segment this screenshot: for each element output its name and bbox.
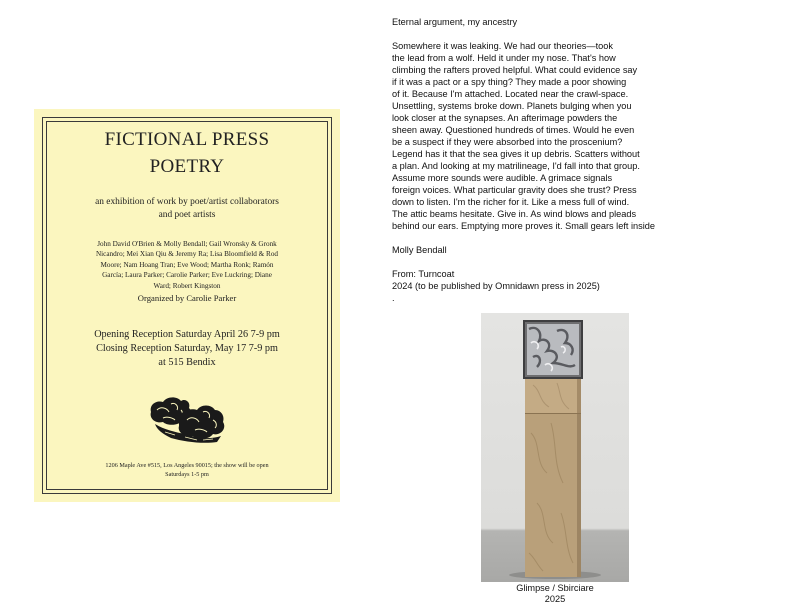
poem-line: be a suspect if they were absorbed into the proscenium?: [392, 137, 623, 147]
poem-line: of it. Because I'm attached. Located near the crawl-space.: [392, 89, 629, 99]
poem-line: the lead from a wolf. Held it under my nose. That's how: [392, 53, 616, 63]
address-line: Saturdays 1-5 pm: [165, 471, 209, 478]
poem-line: Somewhere it was leaking. We had our theories—took: [392, 41, 613, 51]
poster-subtitle: [46, 196, 328, 222]
artist-line: Nicandro; Mei Xian Qiu & Jeremy Ra; Lisa Bloomfield & Rod: [95, 250, 279, 259]
poster-organizer: Organized by Carolie Parker: [137, 293, 237, 304]
poem-line: Legend has it that the sea gives it up debris. Scatters without: [392, 149, 640, 159]
artist-line: García; Laura Parker; Carolie Parker; Eve Luckring; Diane: [102, 271, 272, 280]
poster-title-line: POETRY: [149, 156, 225, 177]
poem: [392, 16, 782, 304]
artist-line: Moore; Nam Hoang Tran; Eve Wood; Martha Ronk; Ramón: [100, 260, 274, 269]
exhibition-poster: [34, 109, 340, 502]
poster-subtitle-line: and poet artists: [158, 210, 216, 220]
artist-line: Ward; Robert Kingston: [153, 281, 221, 290]
sculpture-photo: [481, 313, 629, 582]
poem-body: [392, 40, 782, 232]
poem-line: if it was a pact or a spy thing? They made a poor showing: [392, 77, 627, 87]
poster-title: [46, 126, 328, 180]
poem-author: Molly Bendall: [392, 245, 447, 255]
artwork-caption: [481, 583, 629, 605]
source-book: From: Turncoat: [392, 269, 455, 279]
poem-line: Unsettling, systems broke down. Planets bulging when you: [392, 101, 632, 111]
poem-line: climbing the rafters proved helpful. What could evidence say: [392, 65, 638, 75]
trailing-dot: .: [392, 293, 395, 303]
address-line: 1206 Maple Ave #515, Los Angeles 90015; the show will be open: [105, 462, 269, 469]
poster-address: [46, 461, 328, 479]
poster-content: [46, 109, 328, 502]
poem-line: foreign voices. What particular gravity does she trust? Press: [392, 185, 637, 195]
poem-line: down to listen. I'm the richer for it. Like a mess full of wind.: [392, 197, 630, 207]
poem-line: behind our ears. Emptying more proves it. Small gears left inside: [392, 221, 655, 231]
poem-title: Eternal argument, my ancestry: [392, 17, 518, 27]
poem-line: Assume more sounds were audible. A grimace signals: [392, 173, 613, 183]
venue: at 515 Bendix: [158, 357, 216, 369]
poem-line: a plan. And looking at my matrilineage, I'd fall into that group.: [392, 161, 640, 171]
opening-reception: Opening Reception Saturday April 26 7-9 pm: [94, 329, 280, 341]
poem-line: look closer at the synapses. An afterimage powders the: [392, 113, 618, 123]
source-publication: 2024 (to be published by Omnidawn press in 2025): [392, 281, 600, 291]
poster-artist-list: [46, 239, 328, 291]
poster-woodcut-image: [145, 390, 229, 444]
artwork-title: Glimpse / Sbirciare: [516, 583, 594, 593]
poster-subtitle-line: an exhibition of work by poet/artist collaborators: [95, 197, 279, 207]
poem-line: The attic beams hesitate. Give in. As wind blows and pleads: [392, 209, 637, 219]
poem-source: [392, 268, 782, 304]
artist-line: John David O'Brien & Molly Bendall; Gail Wronsky & Gronk: [97, 240, 277, 248]
artwork-year: 2025: [544, 594, 566, 604]
poster-title-line: FICTIONAL PRESS: [104, 129, 270, 150]
closing-reception: Closing Reception Saturday, May 17 7-9 pm: [96, 343, 278, 355]
poster-reception-info: [46, 328, 328, 371]
poem-line: sheen away. Questioned hundreds of times. Would he even: [392, 125, 635, 135]
sculpture-illustration: [481, 313, 629, 582]
